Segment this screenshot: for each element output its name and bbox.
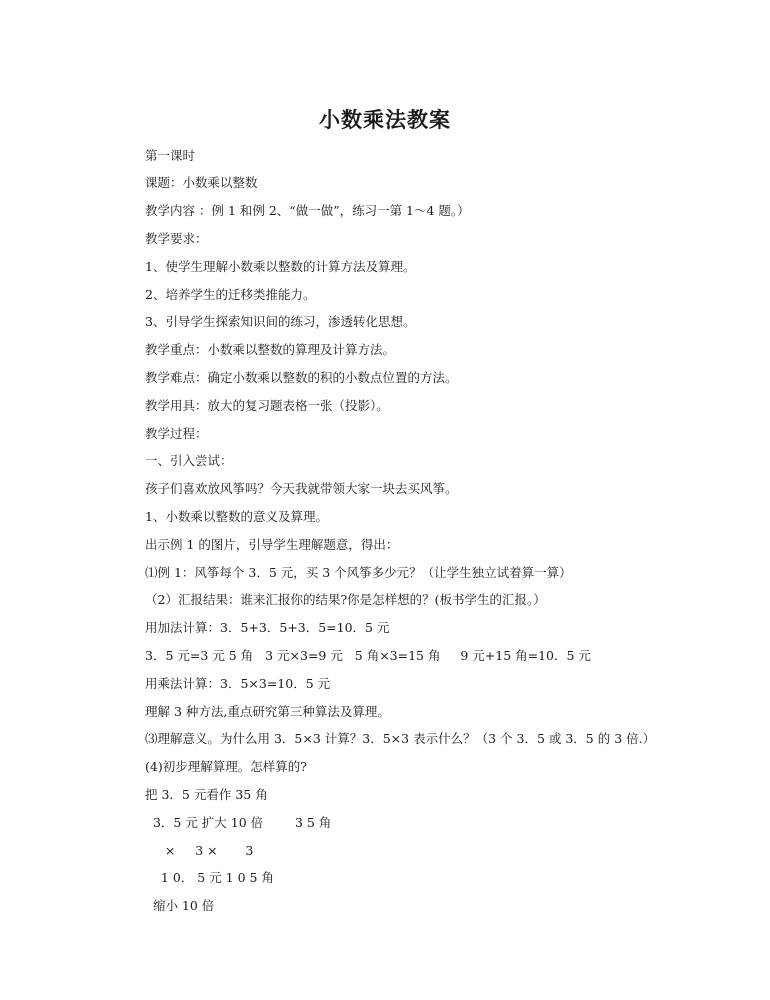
text-line: 一、引入尝试： bbox=[145, 453, 233, 468]
text-line: 1、使学生理解小数乘以整数的计算方法及算理。 bbox=[145, 259, 416, 274]
text-line: 教学内容 ：例 1 和例 2、“做一做”，练习一第 1～4 题。） bbox=[145, 203, 470, 218]
text-line: （2）汇报结果：谁来汇报你的结果?你是怎样想的？(板书学生的汇报。） bbox=[145, 592, 546, 607]
text-line: 1、小数乘以整数的意义及算理。 bbox=[145, 509, 328, 524]
text-line: 用加法计算：3．5+3．5+3．5=10．5 元 bbox=[145, 620, 390, 635]
text-line: 把 3．5 元看作 35 角 bbox=[145, 787, 268, 802]
text-line: 1 0． 5 元 1 0 5 角 bbox=[145, 870, 274, 885]
text-line: 缩小 10 倍 bbox=[145, 898, 215, 913]
text-line: (4)初步理解算理。怎样算的? bbox=[145, 759, 307, 774]
text-line: 3．5 元 扩大 10 倍 3 5 角 bbox=[145, 815, 332, 830]
text-line: ⑶理解意义。为什么用 3．5×3 计算？3．5×3 表示什么？（3 个 3．5 或 3．5 的 3 倍.） bbox=[145, 731, 656, 746]
text-line: 3、引导学生探索知识间的练习，渗透转化思想。 bbox=[145, 314, 416, 329]
text-line: 教学过程： bbox=[145, 426, 208, 441]
text-line: 第一课时 bbox=[145, 148, 196, 163]
text-line: 孩子们喜欢放风筝吗？今天我就带领大家一块去买风筝。 bbox=[145, 481, 458, 496]
text-line: 教学难点：确定小数乘以整数的积的小数点位置的方法。 bbox=[145, 370, 458, 385]
text-line: 用乘法计算：3．5×3=10．5 元 bbox=[145, 676, 331, 691]
text-line: ⑴例 1：风筝每个 3．5 元，买 3 个风筝多少元？（让学生独立试着算一算） bbox=[145, 565, 572, 580]
text-line: 教学重点：小数乘以整数的算理及计算方法。 bbox=[145, 342, 396, 357]
document-title: 小数乘法教案 bbox=[319, 107, 451, 132]
text-line: 教学要求： bbox=[145, 231, 208, 246]
text-line: × 3 × 3 bbox=[145, 843, 254, 858]
text-line: 教学用具：放大的复习题表格一张（投影）。 bbox=[145, 398, 389, 413]
text-line: 理解 3 种方法,重点研究第三种算法及算理。 bbox=[145, 704, 390, 719]
text-line: 课题：小数乘以整数 bbox=[145, 175, 258, 190]
text-line: 2、培养学生的迁移类推能力。 bbox=[145, 287, 316, 302]
text-line: 出示例 1 的图片，引导学生理解题意，得出： bbox=[145, 537, 399, 552]
text-line: 3．5 元=3 元 5 角 3 元×3=9 元 5 角×3=15 角 9 元+15 角=10．5 元 bbox=[145, 648, 591, 663]
